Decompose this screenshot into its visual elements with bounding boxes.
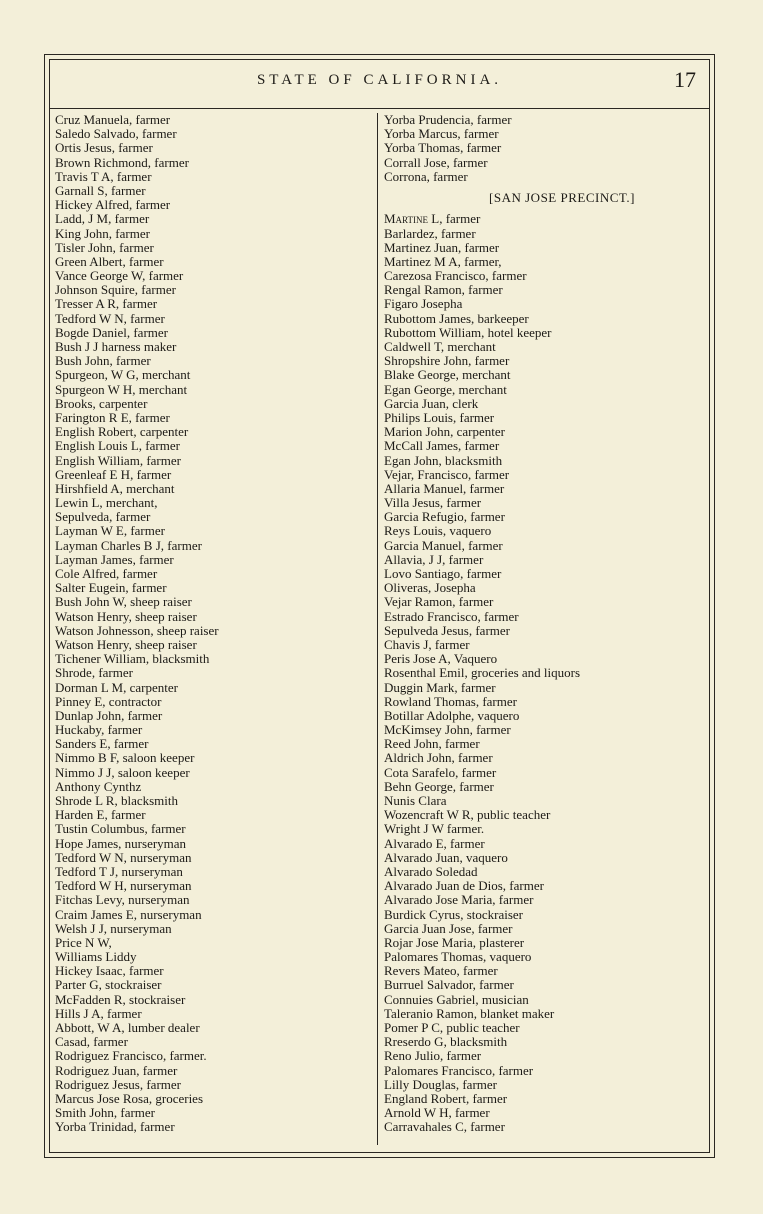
list-item: Salter Eugein, farmer xyxy=(55,580,167,596)
list-item: Egan George, merchant xyxy=(384,381,507,397)
list-item: Egan John, blacksmith xyxy=(384,452,503,468)
list-item: Spurgeon W H, merchant xyxy=(55,381,188,397)
list-item: Fitchas Levy, nurseryman xyxy=(55,892,190,908)
list-item: Layman W E, farmer xyxy=(55,523,165,539)
list-item: Figaro Josepha xyxy=(384,296,463,312)
list-item: Garcia Juan Jose, farmer xyxy=(384,920,513,936)
list-item: Reed John, farmer xyxy=(384,736,480,752)
list-item: Cota Sarafelo, farmer xyxy=(384,764,497,780)
list-item: Hills J A, farmer xyxy=(55,1005,142,1021)
list-item: Harden E, farmer xyxy=(55,807,146,823)
list-item: Marion John, carpenter xyxy=(384,424,505,440)
list-item: Vejar Ramon, farmer xyxy=(384,594,494,610)
list-item: Burruel Salvador, farmer xyxy=(384,977,514,993)
list-item: Nimmo B F, saloon keeper xyxy=(55,750,195,766)
right-column-top-entries xyxy=(384,113,704,184)
list-item: Marcus Jose Rosa, groceries xyxy=(55,1090,204,1106)
column-divider xyxy=(377,113,378,1145)
list-item: Farington R E, farmer xyxy=(55,409,170,425)
list-item xyxy=(384,212,704,226)
list-item: English William, farmer xyxy=(55,452,181,468)
list-item: Rojar Jose Maria, plasterer xyxy=(384,934,525,950)
page-number: 17 xyxy=(674,67,696,92)
list-item: Oliveras, Josepha xyxy=(384,580,476,596)
list-item: Greenleaf E H, farmer xyxy=(55,466,172,482)
list-item: Palomares Thomas, vaquero xyxy=(384,949,532,965)
list-item: Parter G, stockraiser xyxy=(55,977,162,993)
list-item: Tedford T J, nurseryman xyxy=(55,863,183,879)
list-item: Tisler John, farmer xyxy=(55,239,154,255)
list-item: Bush J J harness maker xyxy=(55,339,177,354)
list-item: Garnall S, farmer xyxy=(55,182,146,198)
list-item: Rodriguez Jesus, farmer xyxy=(55,1076,181,1092)
list-item: McFadden R, stockraiser xyxy=(55,991,186,1007)
list-item: McCall James, farmer xyxy=(384,438,500,454)
list-item: Tedford W N, nurseryman xyxy=(55,849,192,865)
list-item: Rubottom James, barkeeper xyxy=(384,310,529,326)
list-item: Lilly Douglas, farmer xyxy=(384,1076,497,1092)
list-item: Nimmo J J, saloon keeper xyxy=(55,764,190,780)
list-item: Tichener William, blacksmith xyxy=(55,651,210,667)
list-item: Tustin Columbus, farmer xyxy=(55,821,186,837)
list-item: Barlardez, farmer xyxy=(384,225,476,241)
list-item: Dunlap John, farmer xyxy=(55,707,163,723)
list-item: Yorba Prudencia, farmer xyxy=(384,112,512,127)
list-item: Williams Liddy xyxy=(55,949,137,965)
list-item: Vejar, Francisco, farmer xyxy=(384,466,510,482)
list-item: Abbott, W A, lumber dealer xyxy=(55,1020,200,1035)
list-item: Watson Johnesson, sheep raiser xyxy=(55,622,219,638)
list-item: Reys Louis, vaquero xyxy=(384,523,492,539)
list-item: Blake George, merchant xyxy=(384,367,511,383)
list-item: Yorba Marcus, farmer xyxy=(384,126,499,142)
list-item: Brooks, carpenter xyxy=(55,395,148,411)
list-item: Revers Mateo, farmer xyxy=(384,963,498,979)
list-item: Wozencraft W R, public teacher xyxy=(384,807,551,823)
list-item: Sepulveda, farmer xyxy=(55,509,151,525)
list-item: Layman Charles B J, farmer xyxy=(55,537,202,553)
list-item: Villa Jesus, farmer xyxy=(384,495,482,511)
list-item: Yorba Trinidad, farmer xyxy=(55,1119,175,1135)
list-item: Rubottom William, hotel keeper xyxy=(384,324,552,340)
list-item: Smith John, farmer xyxy=(55,1105,156,1121)
list-item: Martinez M A, farmer, xyxy=(384,253,502,269)
list-item: Casad, farmer xyxy=(55,1034,128,1050)
list-item: Dorman L M, carpenter xyxy=(55,679,178,695)
list-item: Welsh J J, nurseryman xyxy=(55,920,172,936)
list-item: Travis T A, farmer xyxy=(55,168,152,184)
list-item: Rodriguez Francisco, farmer. xyxy=(55,1048,207,1064)
left-column xyxy=(55,113,373,1135)
list-item: Alvarado Juan de Dios, farmer xyxy=(384,878,544,894)
list-item: Rodriguez Juan, farmer xyxy=(55,1062,178,1078)
list-item: Carezosa Francisco, farmer xyxy=(384,268,527,284)
list-item: Watson Henry, sheep raiser xyxy=(55,608,197,624)
list-item: Wright J W farmer. xyxy=(384,821,485,837)
list-item: Spurgeon, W G, merchant xyxy=(55,367,191,383)
list-item: Rreserdo G, blacksmith xyxy=(384,1034,508,1050)
list-item: Burdick Cyrus, stockraiser xyxy=(384,906,524,922)
list-item: Caldwell T, merchant xyxy=(384,339,496,355)
page-header xyxy=(49,59,710,109)
list-item: Alvarado Jose Maria, farmer xyxy=(384,892,534,908)
list-item: Duggin Mark, farmer xyxy=(384,679,496,695)
list-item: Sanders E, farmer xyxy=(55,736,149,752)
list-item: Rengal Ramon, farmer xyxy=(384,282,503,298)
list-item: Johnson Squire, farmer xyxy=(55,282,176,298)
list-item: Hickey Alfred, farmer xyxy=(55,197,171,213)
list-item: Lewin L, merchant, xyxy=(55,495,158,511)
list-item: Shrode, farmer xyxy=(55,665,133,681)
list-item: Bush John, farmer xyxy=(55,353,151,369)
list-item: Taleranio Ramon, blanket maker xyxy=(384,1005,555,1021)
page-title: STATE OF CALIFORNIA. xyxy=(256,72,503,88)
list-item: Layman James, farmer xyxy=(55,551,174,567)
list-item: Nunis Clara xyxy=(384,793,447,809)
list-item: Pinney E, contractor xyxy=(55,693,162,709)
list-item: Hope James, nurseryman xyxy=(55,835,187,851)
list-item: Shrode L R, blacksmith xyxy=(55,793,179,808)
list-item: Sepulveda Jesus, farmer xyxy=(384,622,510,638)
list-item: Alvarado Juan, vaquero xyxy=(384,849,508,865)
list-item: Tedford W N, farmer xyxy=(55,310,165,326)
list-item: Huckaby, farmer xyxy=(55,722,143,738)
list-item: Lovo Santiago, farmer xyxy=(384,566,502,582)
list-item: Chavis J, farmer xyxy=(384,636,470,652)
list-item: Peris Jose A, Vaquero xyxy=(384,651,498,667)
list-item: Garcia Refugio, farmer xyxy=(384,509,505,525)
list-item: Carravahales C, farmer xyxy=(384,1119,505,1135)
list-item: Alvarado Soledad xyxy=(384,863,478,879)
list-item: Garcia Juan, clerk xyxy=(384,395,479,411)
list-item: Hirshfield A, merchant xyxy=(55,480,175,496)
right-column-bottom-entries xyxy=(384,227,704,1135)
list-item: Behn George, farmer xyxy=(384,778,494,794)
list-item: Price N W, xyxy=(55,934,112,950)
list-item: Martinez Juan, farmer xyxy=(384,239,500,255)
list-item: Watson Henry, sheep raiser xyxy=(55,636,197,652)
list-item: King John, farmer xyxy=(55,225,150,241)
list-item: Estrado Francisco, farmer xyxy=(384,608,519,624)
list-item: McKimsey John, farmer xyxy=(384,722,511,738)
list-item: Allaria Manuel, farmer xyxy=(384,480,505,496)
precinct-heading: [SAN JOSE PRECINCT.] xyxy=(489,189,635,205)
list-item: Aldrich John, farmer xyxy=(384,750,493,766)
list-item: Cole Alfred, farmer xyxy=(55,566,158,581)
list-item: Tedford W H, nurseryman xyxy=(55,878,192,894)
list-item: Reno Julio, farmer xyxy=(384,1048,482,1064)
entry-rest: L, farmer xyxy=(428,211,481,227)
list-item: Corrona, farmer xyxy=(384,168,468,184)
entry-surname-small-caps: Martine xyxy=(384,211,429,227)
list-item: Cruz Manuela, farmer xyxy=(55,112,171,127)
list-item: English Louis L, farmer xyxy=(55,438,180,454)
list-item: Yorba Thomas, farmer xyxy=(384,140,502,156)
right-column xyxy=(384,113,704,1135)
list-item: Saledo Salvado, farmer xyxy=(55,126,177,142)
list-item: England Robert, farmer xyxy=(384,1090,508,1106)
list-item: Ladd, J M, farmer xyxy=(55,211,150,227)
list-item: Bogde Daniel, farmer xyxy=(55,324,168,340)
list-item: Shropshire John, farmer xyxy=(384,353,510,369)
list-item: Anthony Cynthz xyxy=(55,778,142,794)
list-item: Brown Richmond, farmer xyxy=(55,154,189,170)
list-item: Bush John W, sheep raiser xyxy=(55,594,192,610)
list-item: Green Albert, farmer xyxy=(55,253,164,269)
list-item: Rowland Thomas, farmer xyxy=(384,693,517,709)
list-item: Garcia Manuel, farmer xyxy=(384,537,503,553)
list-item: Corrall Jose, farmer xyxy=(384,154,488,170)
list-item: Arnold W H, farmer xyxy=(384,1105,490,1121)
list-item: Botillar Adolphe, vaquero xyxy=(384,707,520,723)
list-item: Allavia, J J, farmer xyxy=(384,551,484,567)
list-item: Hickey Isaac, farmer xyxy=(55,963,164,979)
list-item: Vance George W, farmer xyxy=(55,268,184,284)
list-item: Craim James E, nurseryman xyxy=(55,906,202,922)
list-item: Pomer P C, public teacher xyxy=(384,1020,520,1036)
list-item: Palomares Francisco, farmer xyxy=(384,1062,534,1078)
list-item: Tresser A R, farmer xyxy=(55,296,158,312)
list-item: Alvarado E, farmer xyxy=(384,835,485,851)
list-item: Philips Louis, farmer xyxy=(384,409,495,425)
list-item: Ortis Jesus, farmer xyxy=(55,140,153,156)
list-item: Connuies Gabriel, musician xyxy=(384,991,529,1007)
list-item: English Robert, carpenter xyxy=(55,424,189,440)
list-item: Rosenthal Emil, groceries and liquors xyxy=(384,665,581,681)
